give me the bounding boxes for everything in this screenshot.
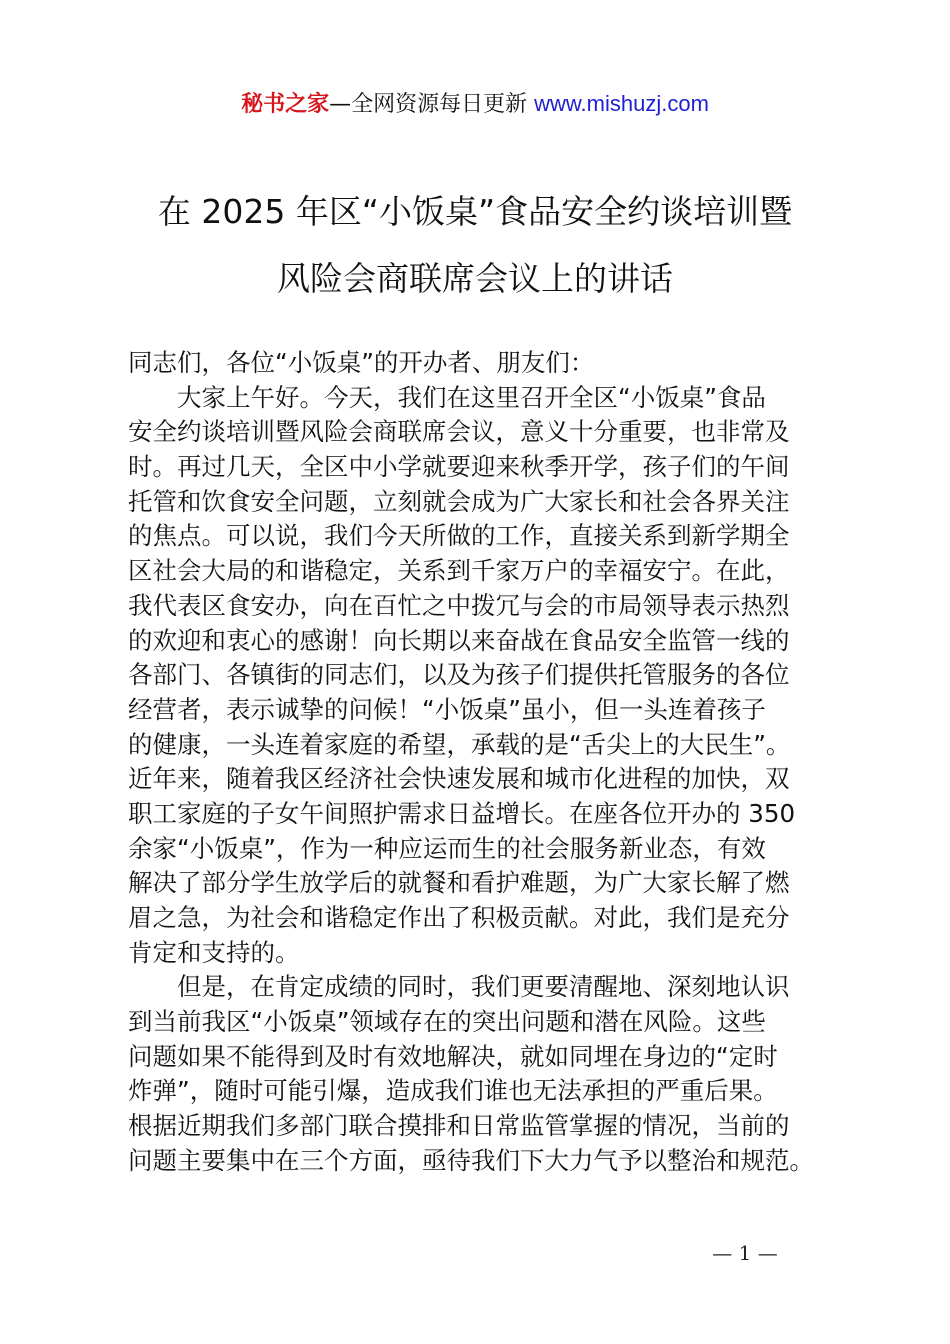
document-title-line-1: 在 2025 年区“小饭桌”食品安全约谈培训暨 bbox=[157, 192, 793, 231]
text-line: 经营者，表示诚挚的问候！“小饭桌”虽小，但一头连着孩子 bbox=[128, 694, 766, 724]
text-line: 职工家庭的子女午间照护需求日益增长。在座各位开办的 350 bbox=[128, 798, 796, 828]
site-brand: 秘书之家 bbox=[241, 92, 330, 117]
speech-body bbox=[128, 346, 833, 1179]
text-line: 的健康，一头连着家庭的希望，承载的是“舌尖上的大民生”。 bbox=[128, 729, 791, 759]
text-line: 问题主要集中在三个方面，亟待我们下大力气予以整治和规范。 bbox=[128, 1145, 814, 1175]
text-line: 余家“小饭桌”，作为一种应运而生的社会服务新业态，有效 bbox=[128, 833, 766, 863]
page-number: — 1 — bbox=[712, 1241, 778, 1265]
text-line: 炸弹”，随时可能引爆，造成我们谁也无法承担的严重后果。 bbox=[128, 1076, 778, 1106]
site-tagline: —全网资源每日更新 bbox=[329, 92, 535, 117]
text-line: 肯定和支持的。 bbox=[128, 937, 300, 967]
text-line: 的焦点。可以说，我们今天所做的工作，直接关系到新学期全 bbox=[128, 521, 790, 551]
text-line: 问题如果不能得到及时有效地解决，就如同埋在身边的“定时 bbox=[128, 1041, 778, 1071]
text-line: 但是，在肯定成绩的同时，我们更要清醒地、深刻地认识 bbox=[177, 972, 790, 1002]
text-line: 各部门、各镇街的同志们，以及为孩子们提供托管服务的各位 bbox=[128, 660, 790, 690]
document-title-line-2: 风险会商联席会议上的讲话 bbox=[277, 259, 673, 298]
text-line: 眉之急，为社会和谐稳定作出了积极贡献。对此，我们是充分 bbox=[128, 903, 790, 932]
text-line: 大家上午好。今天，我们在这里召开全区“小饭桌”食品 bbox=[177, 382, 766, 412]
text-line: 的欢迎和衷心的感谢！向长期以来奋战在食品安全监管一线的 bbox=[128, 625, 790, 655]
text-line: 区社会大局的和谐稳定，关系到千家万户的幸福安宁。在此， bbox=[128, 556, 790, 586]
text-line: 托管和饮食安全问题，立刻就会成为广大家长和社会各界关注 bbox=[128, 486, 790, 516]
text-line: 根据近期我们多部门联合摸排和日常监管掌握的情况，当前的 bbox=[128, 1111, 790, 1141]
text-line: 解决了部分学生放学后的就餐和看护难题，为广大家长解了燃 bbox=[128, 868, 790, 898]
text-line: 我代表区食安办，向在百忙之中拨冗与会的市局领导表示热烈 bbox=[128, 590, 790, 620]
site-url-link[interactable]: www.mishuzj.com bbox=[534, 91, 709, 116]
site-header bbox=[0, 88, 950, 121]
text-line: 时。再过几天，全区中小学就要迎来秋季开学，孩子们的午间 bbox=[128, 452, 790, 482]
text-line: 安全约谈培训暨风险会商联席会议，意义十分重要，也非常及 bbox=[128, 417, 790, 447]
text-line: 到当前我区“小饭桌”领域存在的突出问题和潜在风险。这些 bbox=[128, 1007, 766, 1037]
text-line: 近年来，随着我区经济社会快速发展和城市化进程的加快，双 bbox=[128, 764, 790, 794]
salutation-line: 同志们，各位“小饭桌”的开办者、朋友们： bbox=[128, 348, 595, 377]
